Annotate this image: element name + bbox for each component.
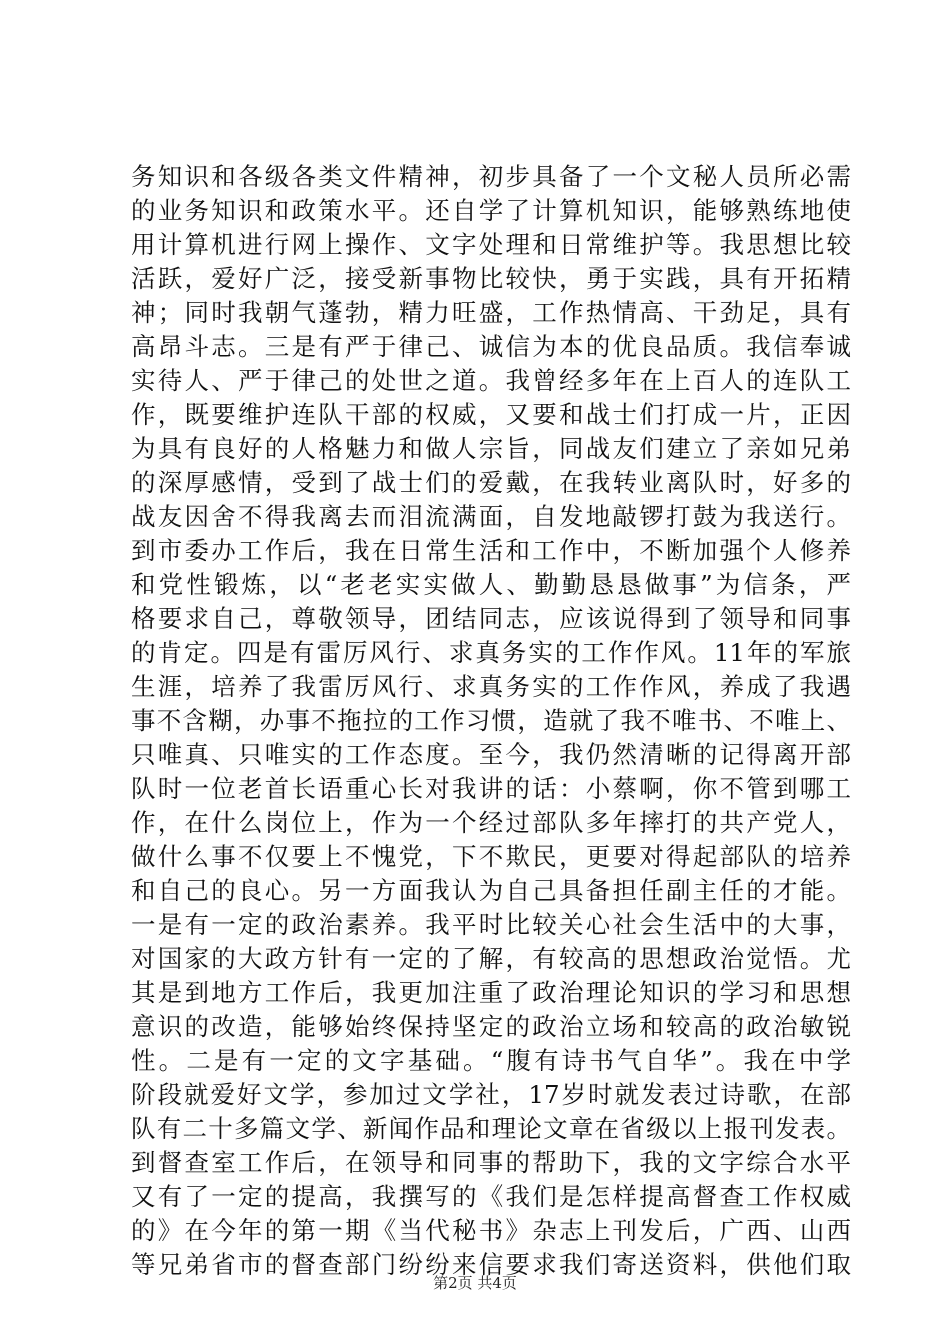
page-number-label: 第2页 共4页 — [433, 1274, 517, 1292]
text-line: 意识的改造，能够始终保持坚定的政治立场和较高的政治敏锐 — [131, 1012, 851, 1041]
text-line: 的肯定。四是有雷厉风行、求真务实的工作作风。11年的军旅 — [131, 638, 851, 667]
text-line: 的深厚感情，受到了战士们的爱戴，在我转业离队时，好多的 — [131, 468, 851, 497]
text-line: 阶段就爱好文学，参加过文学社，17岁时就发表过诗歌，在部 — [131, 1080, 851, 1109]
text-line: 用计算机进行网上操作、文字处理和日常维护等。我思想比较 — [131, 230, 851, 259]
body-text — [131, 160, 851, 1282]
text-line: 队有二十多篇文学、新闻作品和理论文章在省级以上报刊发表。 — [131, 1114, 851, 1143]
text-line: 高昂斗志。三是有严于律己、诚信为本的优良品质。我信奉诚 — [131, 332, 851, 361]
page-footer — [0, 1273, 950, 1293]
text-line: 格要求自己，尊敬领导，团结同志，应该说得到了领导和同事 — [131, 604, 851, 633]
text-line: 又有了一定的提高，我撰写的《我们是怎样提高督查工作权威 — [131, 1182, 851, 1211]
text-line: 到督查室工作后，在领导和同事的帮助下，我的文字综合水平 — [131, 1148, 851, 1177]
text-line: 事不含糊，办事不拖拉的工作习惯，造就了我不唯书、不唯上、 — [131, 706, 851, 735]
text-line: 为具有良好的人格魅力和做人宗旨，同战友们建立了亲如兄弟 — [131, 434, 851, 463]
text-line: 作，在什么岗位上，作为一个经过部队多年摔打的共产党人， — [131, 808, 851, 837]
text-line: 队时一位老首长语重心长对我讲的话：小蔡啊，你不管到哪工 — [131, 774, 851, 803]
text-line: 生涯，培养了我雷厉风行、求真务实的工作作风，养成了我遇 — [131, 672, 851, 701]
text-line: 活跃，爱好广泛，接受新事物比较快，勇于实践，具有开拓精 — [131, 264, 851, 293]
text-line: 做什么事不仅要上不愧党，下不欺民，更要对得起部队的培养 — [131, 842, 851, 871]
text-line: 其是到地方工作后，我更加注重了政治理论知识的学习和思想 — [131, 978, 851, 1007]
text-line: 和自己的良心。另一方面我认为自己具备担任副主任的才能。 — [131, 876, 851, 905]
text-line: 对国家的大政方针有一定的了解，有较高的思想政治觉悟。尤 — [131, 944, 851, 973]
text-line: 实待人、严于律己的处世之道。我曾经多年在上百人的连队工 — [131, 366, 851, 395]
text-line: 神；同时我朝气蓬勃，精力旺盛，工作热情高、干劲足，具有 — [131, 298, 851, 327]
text-line: 到市委办工作后，我在日常生活和工作中，不断加强个人修养 — [131, 536, 851, 565]
text-line: 等兄弟省市的督查部门纷纷来信要求我们寄送资料，供他们取 — [131, 1250, 851, 1279]
text-line: 战友因舍不得我离去而泪流满面，自发地敲锣打鼓为我送行。 — [131, 502, 851, 531]
text-line: 一是有一定的政治素养。我平时比较关心社会生活中的大事， — [131, 910, 851, 939]
text-line: 性。二是有一定的文字基础。“腹有诗书气自华”。我在中学 — [131, 1046, 851, 1075]
text-line: 只唯真、只唯实的工作态度。至今，我仍然清晰的记得离开部 — [131, 740, 851, 769]
text-line: 和党性锻炼，以“老老实实做人、勤勤恳恳做事”为信条，严 — [131, 570, 851, 599]
text-line: 务知识和各级各类文件精神，初步具备了一个文秘人员所必需 — [131, 162, 851, 191]
text-line: 的》在今年的第一期《当代秘书》杂志上刊发后，广西、山西 — [131, 1216, 851, 1245]
text-line: 的业务知识和政策水平。还自学了计算机知识，能够熟练地使 — [131, 196, 851, 225]
text-line: 作，既要维护连队干部的权威，又要和战士们打成一片，正因 — [131, 400, 851, 429]
